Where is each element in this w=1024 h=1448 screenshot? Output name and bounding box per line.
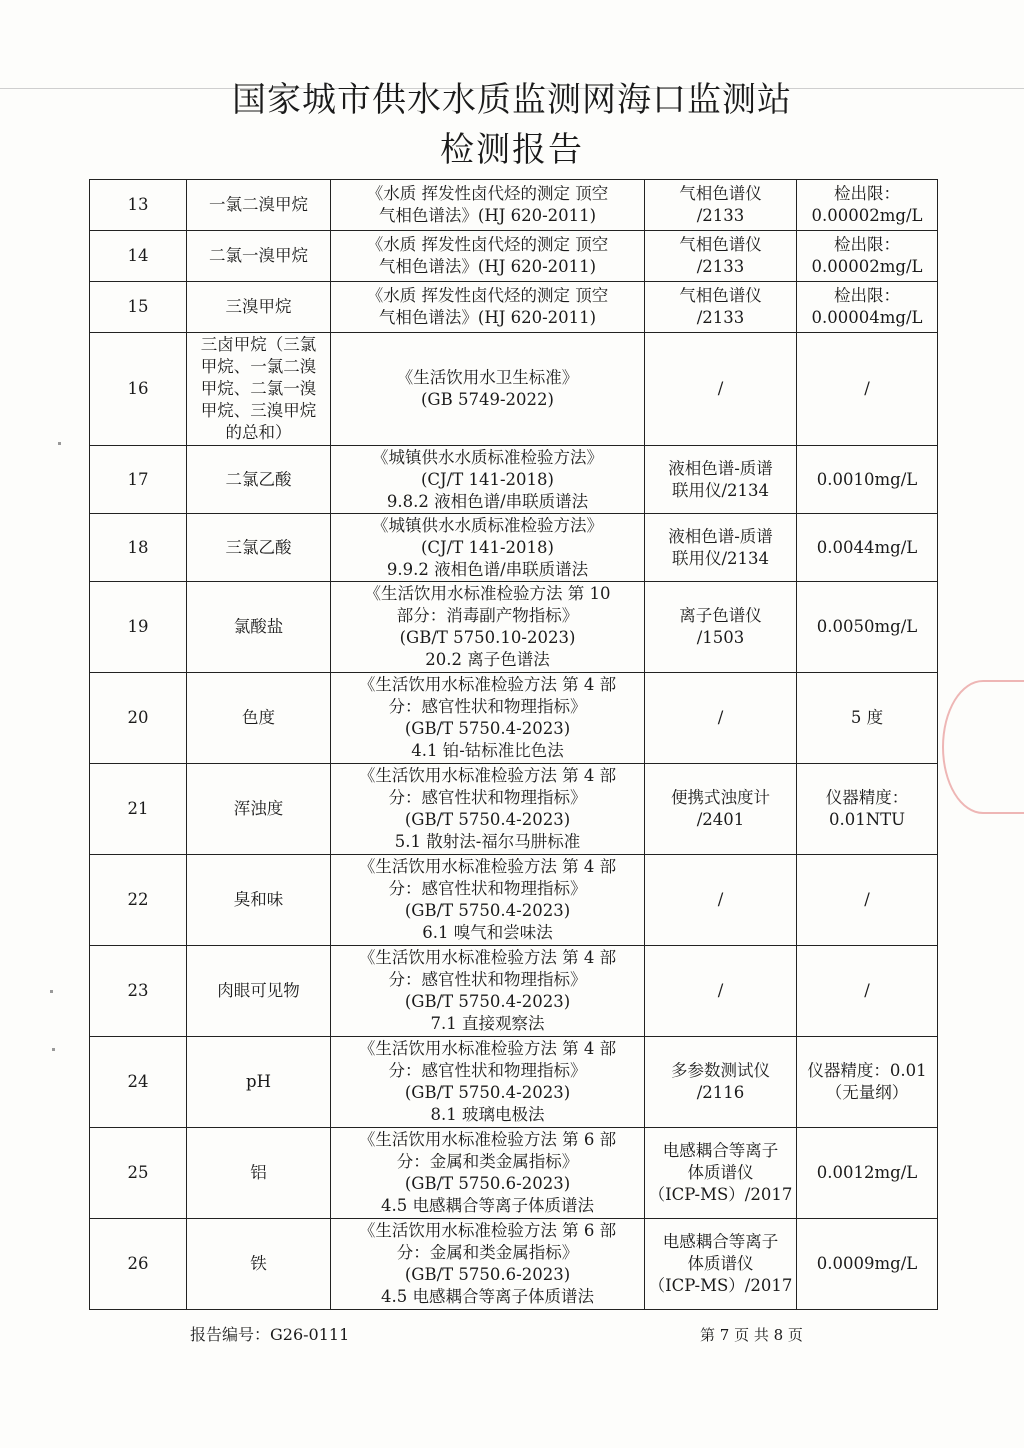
instrument-cell <box>645 180 797 231</box>
test-method-line: 部分：消毒副产物指标》 <box>396 606 579 625</box>
test-item-line: 三卤甲烷（三氯 <box>200 335 317 354</box>
test-item-line: 一氯二溴甲烷 <box>209 195 308 214</box>
test-item-cell <box>187 1128 331 1219</box>
test-item-cell <box>187 855 331 946</box>
limit-line: 0.0050mg/L <box>816 617 918 636</box>
test-method-line: 4.5 电感耦合等离子体质谱法 <box>381 1287 594 1306</box>
test-method-line: 20.2 离子色谱法 <box>425 650 550 669</box>
instrument-line: / <box>717 708 724 727</box>
limit-cell <box>797 514 938 582</box>
limit-cell <box>797 282 938 333</box>
item-number-cell: 18 <box>90 514 187 582</box>
report-title: 国家城市供水水质监测网海口监测站 <box>232 80 792 120</box>
test-method-line: 《生活饮用水卫生标准》 <box>396 368 579 387</box>
item-number-cell: 14 <box>90 231 187 282</box>
instrument-cell <box>645 1128 797 1219</box>
instrument-line: 多参数测试仪 <box>671 1061 770 1080</box>
test-method-line: 分：感官性状和物理指标》 <box>388 697 587 716</box>
test-item-line: 铁 <box>250 1254 267 1273</box>
test-method-line: 分：金属和类金属指标》 <box>396 1152 579 1171</box>
report-number: 报告编号：G26-0111 <box>190 1325 350 1344</box>
limit-line: 0.0044mg/L <box>816 537 918 557</box>
test-method-line: (CJ/T 141-2018) <box>421 537 554 557</box>
instrument-line: 气相色谱仪 <box>679 286 762 305</box>
test-item-cell <box>187 673 331 764</box>
limit-cell <box>797 855 938 946</box>
table-row <box>90 1219 938 1310</box>
instrument-line: 电感耦合等离子 <box>662 1141 779 1160</box>
test-method-line: (GB/T 5750.4-2023) <box>404 719 571 738</box>
instrument-cell <box>645 1219 797 1310</box>
limit-line: 5 度 <box>850 708 884 727</box>
item-number-cell: 24 <box>90 1037 187 1128</box>
item-number-cell: 20 <box>90 673 187 764</box>
test-method-line: 分：感官性状和物理指标》 <box>388 788 587 807</box>
test-item-cell <box>187 1037 331 1128</box>
test-method-line: 4.5 电感耦合等离子体质谱法 <box>381 1196 594 1215</box>
test-item-line: 浑浊度 <box>233 799 284 818</box>
item-number-cell: 25 <box>90 1128 187 1219</box>
test-method-line: 《生活饮用水标准检验方法 第 6 部 <box>358 1221 617 1240</box>
limit-cell <box>797 231 938 282</box>
instrument-line: 气相色谱仪 <box>679 184 762 203</box>
test-method-line: 《生活饮用水标准检验方法 第 10 <box>364 584 611 603</box>
test-item-line: 铝 <box>250 1163 267 1182</box>
table-row <box>90 282 938 333</box>
test-method-cell <box>331 764 645 855</box>
limit-line: 0.0009mg/L <box>816 1254 918 1273</box>
test-item-line: 三氯乙酸 <box>225 537 292 557</box>
test-method-line: 分：感官性状和物理指标》 <box>388 879 587 898</box>
item-number-cell: 15 <box>90 282 187 333</box>
test-method-line: 《水质 挥发性卤代烃的测定 顶空 <box>366 286 609 305</box>
test-method-cell <box>331 946 645 1037</box>
instrument-line: / <box>717 379 724 398</box>
limit-cell <box>797 1219 938 1310</box>
test-method-cell <box>331 1219 645 1310</box>
test-item-line: 甲烷、三溴甲烷 <box>200 401 317 420</box>
test-item-line: 甲烷、二氯一溴 <box>200 379 317 398</box>
instrument-line: （ICP-MS）/2017 <box>648 1185 793 1204</box>
test-method-line: (GB 5749-2022) <box>421 390 554 409</box>
limit-cell <box>797 673 938 764</box>
scan-speck <box>58 442 61 445</box>
limit-line: 检出限： <box>834 286 900 305</box>
limit-line: 0.01NTU <box>828 810 906 829</box>
instrument-line: /2401 <box>696 810 745 829</box>
test-item-cell <box>187 1219 331 1310</box>
table-row <box>90 514 938 582</box>
limit-cell <box>797 180 938 231</box>
table-row <box>90 673 938 764</box>
test-method-cell <box>331 446 645 514</box>
instrument-line: 体质谱仪 <box>687 1163 754 1182</box>
limit-line: / <box>864 981 870 1000</box>
instrument-line: 电感耦合等离子 <box>662 1232 779 1251</box>
test-item-cell <box>187 333 331 446</box>
instrument-line: / <box>717 981 724 1000</box>
limit-line: 0.00004mg/L <box>811 308 923 327</box>
instrument-line: /2133 <box>696 257 745 276</box>
red-seal-stamp <box>942 680 1024 814</box>
test-item-line: 肉眼可见物 <box>217 981 300 1000</box>
item-number-cell: 19 <box>90 582 187 673</box>
instrument-line: / <box>717 890 724 909</box>
test-method-cell <box>331 231 645 282</box>
instrument-cell <box>645 764 797 855</box>
limit-cell <box>797 1037 938 1128</box>
item-number-cell: 16 <box>90 333 187 446</box>
table-row <box>90 855 938 946</box>
instrument-cell <box>645 673 797 764</box>
test-method-line: 9.9.2 液相色谱/串联质谱法 <box>386 559 589 579</box>
instrument-cell <box>645 855 797 946</box>
test-method-line: (GB/T 5750.4-2023) <box>404 1083 571 1102</box>
test-method-line: 气相色谱法》(HJ 620-2011) <box>378 206 597 225</box>
test-method-line: 《水质 挥发性卤代烃的测定 顶空 <box>366 235 609 254</box>
instrument-cell <box>645 1037 797 1128</box>
test-item-line: 的总和） <box>225 423 292 442</box>
limit-line: 仪器精度：0.01 <box>807 1061 927 1080</box>
test-item-cell <box>187 764 331 855</box>
table-row <box>90 764 938 855</box>
limit-line: 0.0010mg/L <box>816 469 918 489</box>
page-number: 第 7 页 共 8 页 <box>700 1326 803 1344</box>
limit-cell <box>797 946 938 1037</box>
item-number-cell: 21 <box>90 764 187 855</box>
test-method-cell <box>331 333 645 446</box>
item-number-cell: 26 <box>90 1219 187 1310</box>
table-row <box>90 180 938 231</box>
test-item-line: 三溴甲烷 <box>225 297 292 316</box>
test-method-line: 《城镇供水水质标准检验方法》 <box>372 515 603 535</box>
limit-line: 0.0012mg/L <box>816 1163 918 1182</box>
test-item-cell <box>187 282 331 333</box>
instrument-cell <box>645 282 797 333</box>
test-method-line: 气相色谱法》(HJ 620-2011) <box>378 308 597 327</box>
test-method-line: 《城镇供水水质标准检验方法》 <box>372 447 603 467</box>
item-number-cell: 23 <box>90 946 187 1037</box>
table-row <box>90 231 938 282</box>
instrument-line: /2116 <box>696 1083 745 1102</box>
instrument-line: 联用仪/2134 <box>671 480 770 500</box>
test-method-line: 《水质 挥发性卤代烃的测定 顶空 <box>366 184 609 203</box>
table-row <box>90 946 938 1037</box>
results-table-body <box>90 180 938 1310</box>
test-method-line: 6.1 嗅气和尝味法 <box>422 923 553 942</box>
test-item-line: 色度 <box>242 708 275 727</box>
test-item-line: 二氯乙酸 <box>225 469 292 489</box>
instrument-line: /2133 <box>696 308 745 327</box>
instrument-cell <box>645 231 797 282</box>
test-method-cell <box>331 1128 645 1219</box>
instrument-line: 联用仪/2134 <box>671 548 770 568</box>
limit-line: / <box>864 379 870 398</box>
scan-speck <box>52 1048 55 1051</box>
table-row <box>90 582 938 673</box>
test-item-line: 氯酸盐 <box>233 617 284 636</box>
test-method-line: 分：感官性状和物理指标》 <box>388 970 587 989</box>
test-item-cell <box>187 446 331 514</box>
limit-line: 检出限： <box>834 235 900 254</box>
test-method-line: 8.1 玻璃电极法 <box>430 1105 545 1124</box>
test-method-line: 《生活饮用水标准检验方法 第 4 部 <box>358 766 617 785</box>
table-row <box>90 446 938 514</box>
report-subtitle: 检测报告 <box>440 130 584 170</box>
instrument-line: 便携式浊度计 <box>671 788 770 807</box>
test-method-line: 分：金属和类金属指标》 <box>396 1243 579 1262</box>
test-method-line: 《生活饮用水标准检验方法 第 6 部 <box>358 1130 617 1149</box>
test-item-cell <box>187 231 331 282</box>
instrument-line: 气相色谱仪 <box>679 235 762 254</box>
test-method-line: 《生活饮用水标准检验方法 第 4 部 <box>358 675 617 694</box>
test-method-line: (GB/T 5750.4-2023) <box>404 992 571 1011</box>
item-number-cell: 17 <box>90 446 187 514</box>
test-method-line: 分：感官性状和物理指标》 <box>388 1061 587 1080</box>
test-item-cell <box>187 582 331 673</box>
test-method-line: 5.1 散射法-福尔马肼标准 <box>394 832 581 851</box>
instrument-cell <box>645 446 797 514</box>
table-row <box>90 333 938 446</box>
test-method-line: 气相色谱法》(HJ 620-2011) <box>378 257 597 276</box>
test-item-cell <box>187 514 331 582</box>
limit-line: / <box>864 890 870 909</box>
test-item-line: 臭和味 <box>233 890 284 909</box>
table-row <box>90 1128 938 1219</box>
limit-cell <box>797 446 938 514</box>
test-method-line: 《生活饮用水标准检验方法 第 4 部 <box>358 857 617 876</box>
limit-cell <box>797 1128 938 1219</box>
test-method-cell <box>331 1037 645 1128</box>
instrument-line: /2133 <box>696 206 745 225</box>
test-method-line: 4.1 铂-钴标准比色法 <box>411 741 564 760</box>
instrument-cell <box>645 333 797 446</box>
limit-line: 0.00002mg/L <box>811 257 923 276</box>
test-item-line: 二氯一溴甲烷 <box>209 246 308 265</box>
test-method-line: 《生活饮用水标准检验方法 第 4 部 <box>358 948 617 967</box>
test-method-line: (GB/T 5750.6-2023) <box>404 1265 571 1284</box>
instrument-cell <box>645 946 797 1037</box>
test-item-line: 甲烷、一氯二溴 <box>200 357 317 376</box>
test-method-line: (GB/T 5750.10-2023) <box>399 628 576 647</box>
instrument-cell <box>645 514 797 582</box>
instrument-cell <box>645 582 797 673</box>
results-table <box>89 179 938 1310</box>
test-item-cell <box>187 946 331 1037</box>
item-number-cell: 22 <box>90 855 187 946</box>
limit-line: 0.00002mg/L <box>811 206 923 225</box>
test-method-line: 《生活饮用水标准检验方法 第 4 部 <box>358 1039 617 1058</box>
test-method-cell <box>331 282 645 333</box>
instrument-line: （ICP-MS）/2017 <box>648 1276 793 1295</box>
item-number-cell: 13 <box>90 180 187 231</box>
test-method-line: 7.1 直接观察法 <box>430 1014 545 1033</box>
test-method-cell <box>331 673 645 764</box>
instrument-line: 体质谱仪 <box>687 1254 754 1273</box>
limit-line: 检出限： <box>834 184 900 203</box>
table-row <box>90 1037 938 1128</box>
limit-line: 仪器精度： <box>825 788 909 807</box>
test-method-line: (GB/T 5750.4-2023) <box>404 810 571 829</box>
test-item-line: pH <box>246 1072 271 1091</box>
instrument-line: 液相色谱-质谱 <box>668 526 773 546</box>
limit-cell <box>797 333 938 446</box>
test-item-cell <box>187 180 331 231</box>
test-method-line: 9.8.2 液相色谱/串联质谱法 <box>386 491 589 511</box>
limit-cell <box>797 582 938 673</box>
limit-line: （无量纲） <box>825 1083 909 1102</box>
test-method-cell <box>331 180 645 231</box>
test-method-cell <box>331 855 645 946</box>
test-method-cell <box>331 582 645 673</box>
instrument-line: /1503 <box>696 628 745 647</box>
limit-cell <box>797 764 938 855</box>
test-method-line: (GB/T 5750.4-2023) <box>404 901 571 920</box>
instrument-line: 液相色谱-质谱 <box>668 458 773 478</box>
test-method-line: (CJ/T 141-2018) <box>421 469 554 489</box>
test-method-line: (GB/T 5750.6-2023) <box>404 1174 571 1193</box>
instrument-line: 离子色谱仪 <box>679 606 762 625</box>
test-method-cell <box>331 514 645 582</box>
scan-speck <box>50 990 53 993</box>
